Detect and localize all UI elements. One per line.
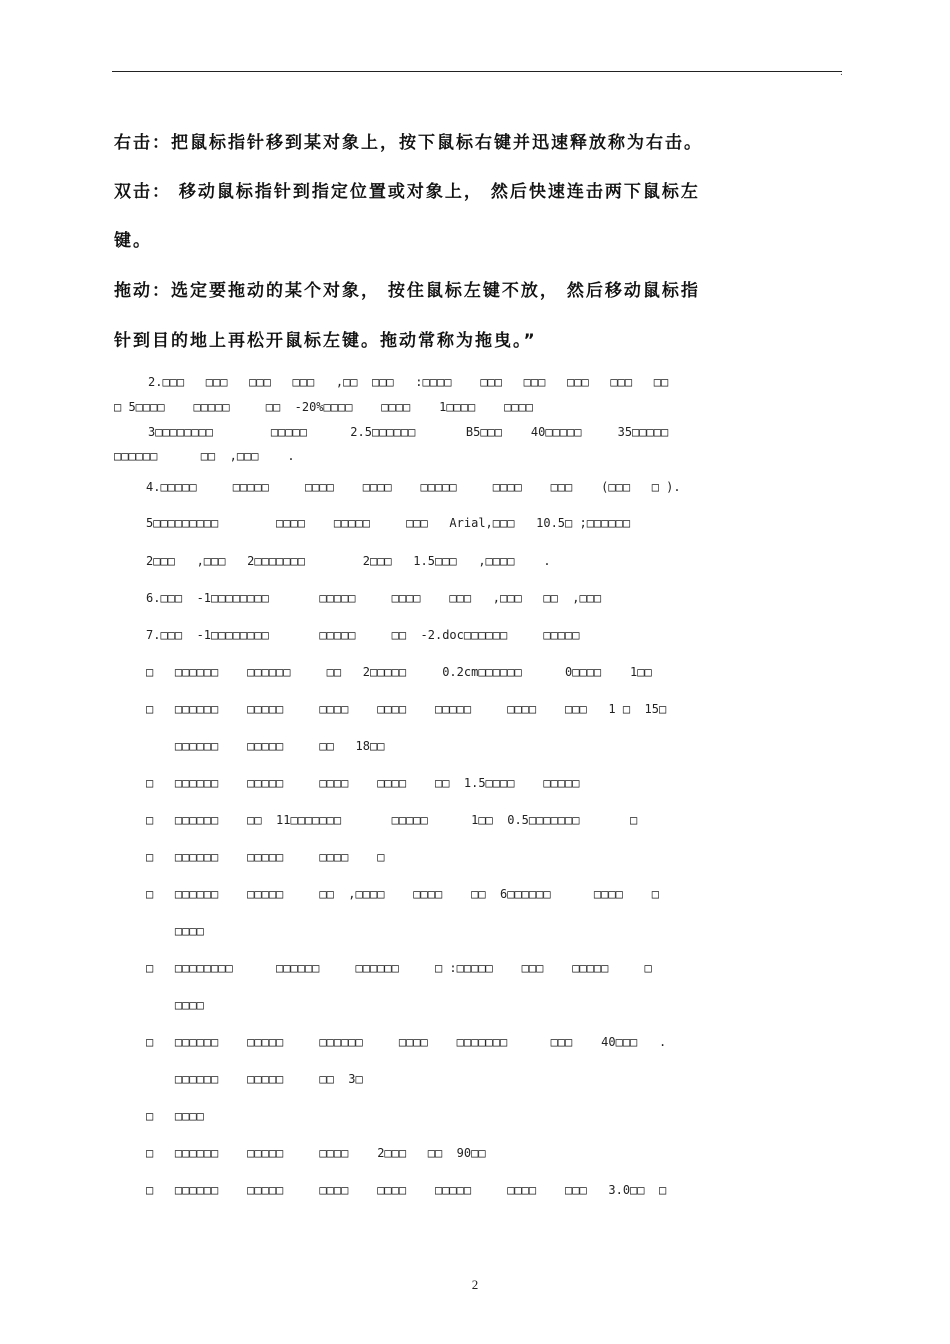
garbled-line: □ □□□□□□ □□□□□□ □□ 2□□□□□ 0.2cm□□□□□□ 0□□□□ 1□□ (146, 665, 652, 679)
garbled-line: 2.□□□ □□□ □□□ □□□ ,□□ □□□ :□□□□ □□□ □□□ □□□ □□□ □□ (148, 375, 669, 389)
garbled-line: □ □□□□□□ □□□□□ □□ ,□□□□ □□□□ □□ 6□□□□□□ □□□□ □ (146, 887, 659, 901)
page-number: 2 (471, 1277, 479, 1292)
garbled-line: 2□□□ ,□□□ 2□□□□□□□ 2□□□ 1.5□□□ ,□□□□ . (146, 554, 551, 568)
garbled-line: □ □□□□□□ □□□□□ □□□□ □ (146, 850, 385, 864)
header-mark: . (840, 68, 843, 78)
garbled-line: □ □□□□□□ □□□□□ □□□□□□ □□□□ □□□□□□□ □□□ 40□□□ . (146, 1035, 667, 1049)
paragraph-drag-continued: 针到目的地上再松开鼠标左键。拖动常称为拖曳。” (114, 331, 537, 351)
garbled-line: □ □□□□□□ □□ 11□□□□□□□ □□□□□ 1□□ 0.5□□□□□□□ □ (146, 813, 638, 827)
garbled-line: □ □□□□□□□□ □□□□□□ □□□□□□ □ :□□□□□ □□□ □□□□□ □ (146, 961, 652, 975)
garbled-line: □□□□□□ □□□□□ □□ 3□ (146, 1072, 363, 1086)
garbled-line: 7.□□□ -1□□□□□□□□ □□□□□ □□ -2.doc□□□□□□ □□□□□ (146, 628, 580, 642)
garbled-line: □ □□□□□□ □□□□□ □□□□ □□□□ □□□□□ □□□□ □□□ 1 □ 15□ (146, 702, 667, 716)
header-rule (112, 71, 842, 72)
garbled-line: 3□□□□□□□□ □□□□□ 2.5□□□□□□ B5□□□ 40□□□□□ 35□□□□□ (148, 425, 669, 439)
garbled-line: □□□□ (146, 924, 204, 938)
garbled-line: 6.□□□ -1□□□□□□□□ □□□□□ □□□□ □□□ ,□□□ □□ ,□□□ (146, 591, 602, 605)
garbled-line: □□□□□□ □□□□□ □□ 18□□ (146, 739, 385, 753)
paragraph-drag: 拖动：选定要拖动的某个对象， 按住鼠标左键不放， 然后移动鼠标指 (114, 281, 700, 301)
garbled-line: 5□□□□□□□□□ □□□□ □□□□□ □□□ Arial,□□□ 10.5□ ;□□□□□□ (146, 516, 631, 530)
paragraph-right-click: 右击：把鼠标指针移到某对象上，按下鼠标右键并迅速释放称为右击。 (114, 133, 703, 153)
garbled-line: □ □□□□ (146, 1109, 204, 1123)
garbled-line: 4.□□□□□ □□□□□ □□□□ □□□□ □□□□□ □□□□ □□□ (□□□ □ ). (146, 480, 681, 494)
paragraph-double-click: 双击： 移动鼠标指针到指定位置或对象上， 然后快速连击两下鼠标左 (114, 182, 700, 202)
garbled-line: □ □□□□□□ □□□□□ □□□□ □□□□ □□ 1.5□□□□ □□□□□ (146, 776, 580, 790)
garbled-line: □□□□□□ □□ ,□□□ . (114, 449, 295, 463)
garbled-line: □ 5□□□□ □□□□□ □□ -20%□□□□ □□□□ 1□□□□ □□□□ (114, 400, 534, 414)
paragraph-double-click-continued: 键。 (114, 231, 152, 251)
garbled-line: □□□□ (146, 998, 204, 1012)
garbled-line: □ □□□□□□ □□□□□ □□□□ □□□□ □□□□□ □□□□ □□□ 3.0□□ □ (146, 1183, 667, 1197)
garbled-line: □ □□□□□□ □□□□□ □□□□ 2□□□ □□ 90□□ (146, 1146, 486, 1160)
